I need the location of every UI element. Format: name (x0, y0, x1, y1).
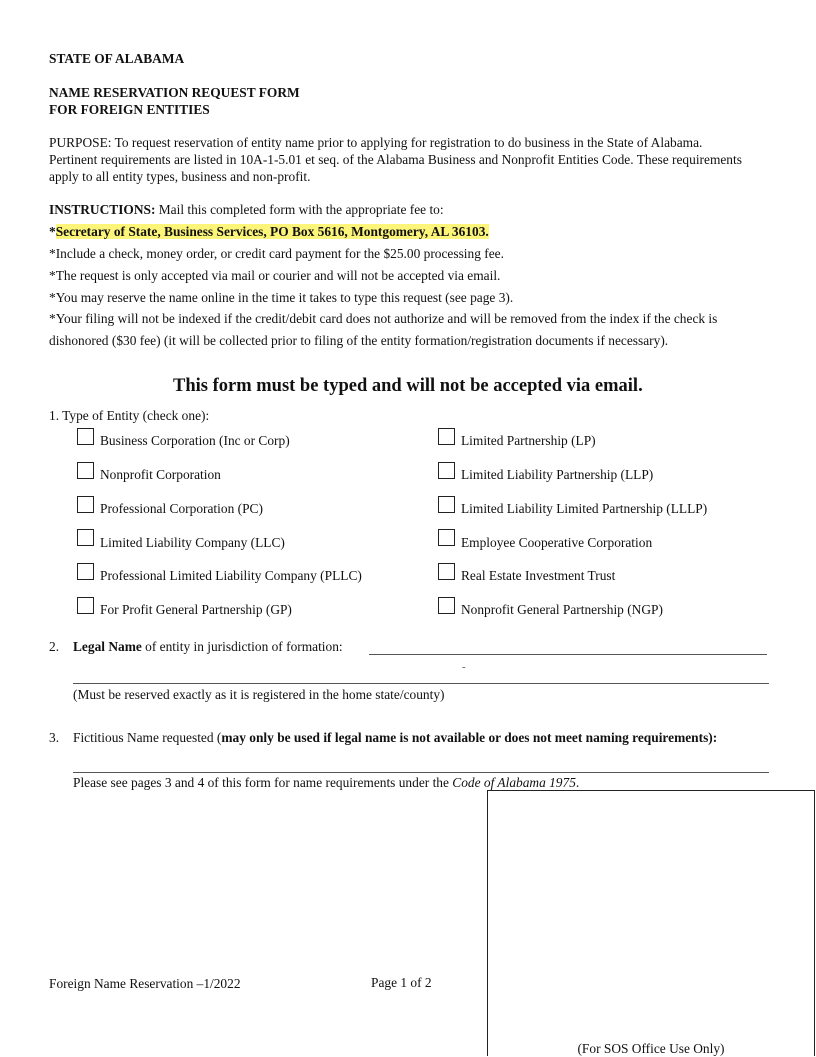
checkbox-business-corporation[interactable] (77, 428, 94, 445)
checkbox-nonprofit-corporation[interactable] (77, 462, 94, 479)
entity-type-label: 1. Type of Entity (check one): (49, 408, 210, 423)
option-label: Business Corporation (Inc or Corp) (100, 433, 290, 448)
checkbox-llc[interactable] (77, 529, 94, 546)
checkbox-lllp[interactable] (438, 496, 455, 513)
checkbox-pllc[interactable] (77, 563, 94, 580)
option-label: Limited Liability Company (LLC) (100, 535, 285, 550)
address-highlight: Secretary of State, Business Services, PO Box 5616, Montgomery, AL 36103. (55, 224, 489, 239)
name-requirements-note (73, 774, 579, 791)
option-label: Real Estate Investment Trust (461, 568, 616, 583)
fictitious-name-label (73, 729, 717, 746)
code-reference: Code of Alabama 1975 (452, 775, 576, 790)
legal-name-input-line-2[interactable] (73, 683, 769, 684)
instruction-item: *Include a check, money order, or credit card payment for the $25.00 processing fee. (49, 246, 504, 261)
checkbox-limited-partnership[interactable] (438, 428, 455, 445)
office-use-box (487, 790, 815, 1056)
form-title-line1: NAME RESERVATION REQUEST FORM (49, 85, 300, 100)
legal-name-rest: of entity in jurisdiction of formation: (141, 639, 343, 654)
fictitious-label-bold: may only be used if legal name is not available or does not meet naming requirements): (221, 730, 718, 745)
checkbox-professional-corporation[interactable] (77, 496, 94, 513)
instructions-heading (49, 201, 749, 218)
legal-name-label (73, 638, 343, 655)
address-star: * (49, 224, 56, 239)
section3-number: 3. (49, 730, 60, 745)
note-post: . (575, 775, 580, 790)
office-use-label: (For SOS Office Use Only) (577, 1041, 725, 1056)
instruction-item: *You may reserve the name online in the time it takes to type this request (see page 3). (49, 290, 514, 305)
instructions-label: INSTRUCTIONS: (49, 202, 156, 217)
legal-name-bold: Legal Name (73, 639, 142, 654)
option-label: Limited Partnership (LP) (461, 433, 596, 448)
option-label: Limited Liability Partnership (LLP) (461, 467, 654, 482)
fictitious-label-start: Fictitious Name requested ( (73, 730, 222, 745)
legal-name-note: (Must be reserved exactly as it is registered in the home state/county) (73, 687, 445, 702)
option-label: Professional Corporation (PC) (100, 501, 263, 516)
typed-notice: This form must be typed and will not be accepted via email. (173, 376, 643, 396)
option-label: Professional Limited Liability Company (PLLC) (100, 568, 362, 583)
option-label: Nonprofit Corporation (100, 467, 221, 482)
note-pre: Please see pages 3 and 4 of this form for name requirements under the (73, 775, 453, 790)
fictitious-name-input-line[interactable] (73, 772, 769, 773)
checkbox-llp[interactable] (438, 462, 455, 479)
option-label: Employee Cooperative Corporation (461, 535, 653, 550)
legal-name-input-line[interactable] (369, 654, 767, 655)
checkbox-nonprofit-general-partnership[interactable] (438, 597, 455, 614)
instruction-item: *The request is only accepted via mail or courier and will not be accepted via email. (49, 268, 501, 283)
footer-form-id: Foreign Name Reservation –1/2022 (49, 976, 241, 991)
purpose-paragraph: PURPOSE: To request reservation of entity name prior to applying for registration to do business in the State of Alabama. Pertinent requirements are listed in 10A-1-5.01 et seq. of the Alabama Business and Nonprofit Entities Code. These requirements apply to all entity types, business and non-profit. (49, 135, 742, 184)
option-label: Limited Liability Limited Partnership (LLLP) (461, 501, 708, 516)
footer-page-number: Page 1 of 2 (371, 975, 432, 990)
checkbox-reit[interactable] (438, 563, 455, 580)
checkbox-general-partnership[interactable] (77, 597, 94, 614)
section2-number: 2. (49, 639, 60, 654)
state-title: STATE OF ALABAMA (49, 51, 185, 66)
option-label: Nonprofit General Partnership (NGP) (461, 602, 663, 617)
mailing-address (49, 223, 749, 240)
instruction-item: *Your filing will not be indexed if the credit/debit card does not authorize and will be removed from the index if the check is dishonored ($30 fee) (it will be collected prior to filing of the entity formation/registration documents if necessary). (49, 311, 718, 348)
option-label: For Profit General Partnership (GP) (100, 602, 292, 617)
dash-mark: - (462, 661, 466, 673)
checkbox-employee-cooperative[interactable] (438, 529, 455, 546)
form-title-line2: FOR FOREIGN ENTITIES (49, 102, 210, 117)
instructions-intro: Mail this completed form with the appropriate fee to: (155, 202, 444, 217)
